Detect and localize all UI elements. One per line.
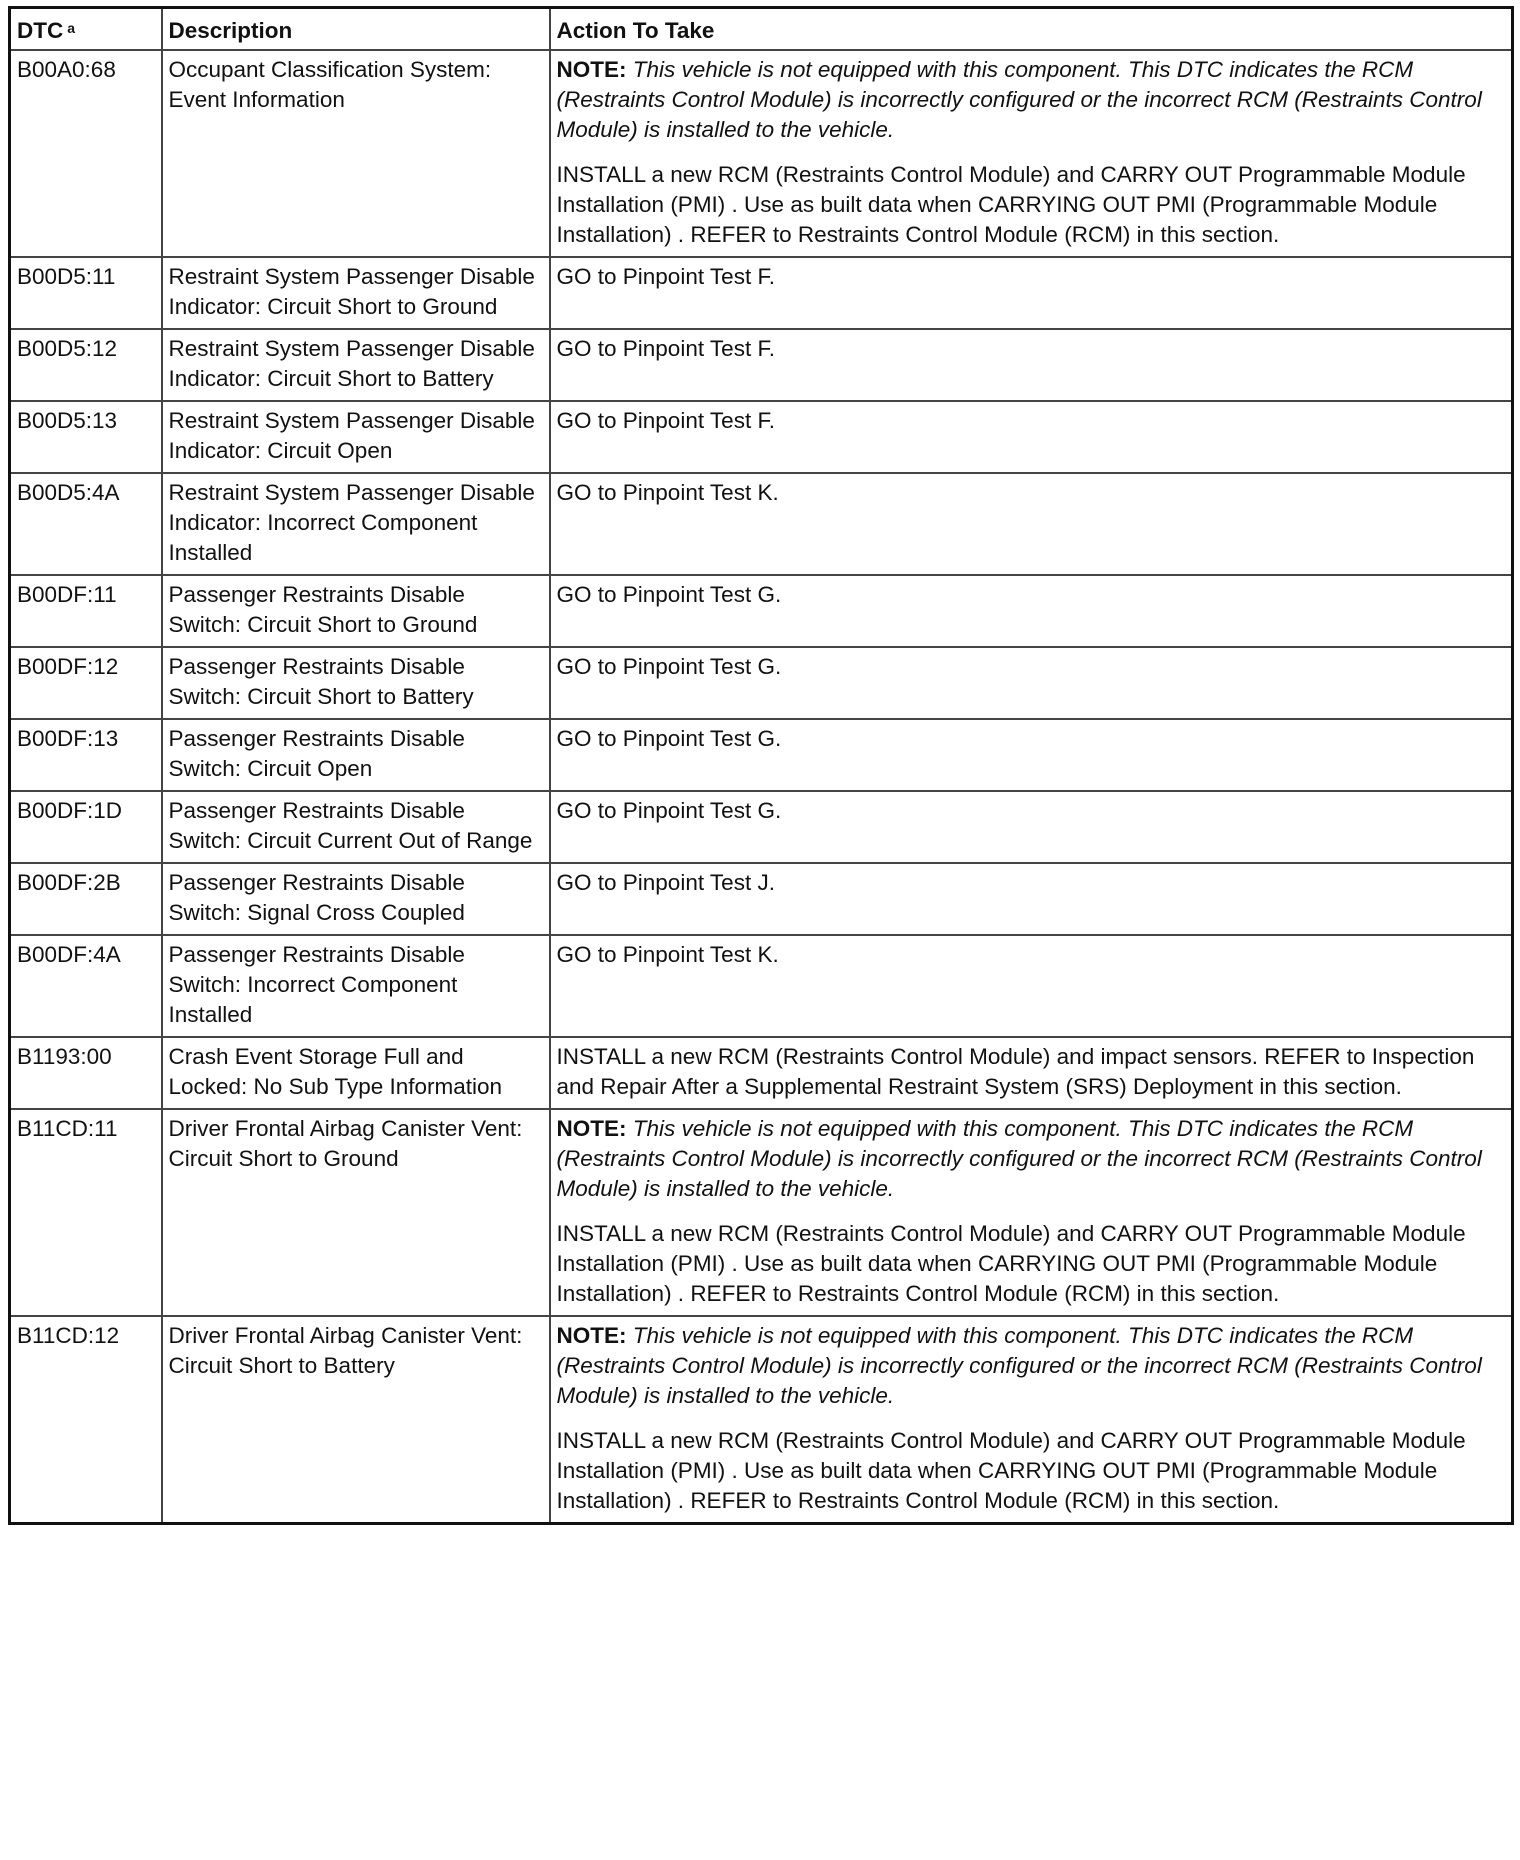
- dtc-code: B00DF:4A: [10, 935, 162, 1037]
- dtc-description: Passenger Restraints Disable Switch: Circuit Short to Ground: [162, 575, 550, 647]
- action-text: INSTALL a new RCM (Restraints Control Module) and impact sensors. REFER to Inspection and Repair After a Supplemental Restraint System (SRS) Deployment in this section.: [556, 1044, 1475, 1099]
- dtc-action: [550, 257, 1513, 329]
- table-row: [10, 1109, 1513, 1316]
- action-text: GO to Pinpoint Test J.: [556, 870, 775, 895]
- dtc-description: Driver Frontal Airbag Canister Vent: Circuit Short to Ground: [162, 1109, 550, 1316]
- dtc-action: [550, 791, 1513, 863]
- action-text: GO to Pinpoint Test F.: [556, 264, 775, 289]
- table-row: [10, 329, 1513, 401]
- table-row: [10, 863, 1513, 935]
- table-row: [10, 791, 1513, 863]
- action-text: GO to Pinpoint Test G.: [556, 654, 782, 679]
- dtc-table: [8, 6, 1514, 1525]
- note-paragraph: [557, 1114, 1506, 1204]
- dtc-action: [550, 329, 1513, 401]
- note-label: NOTE:: [556, 57, 627, 82]
- dtc-action: [550, 1037, 1513, 1109]
- header-description: Description: [162, 8, 550, 51]
- action-text: GO to Pinpoint Test G.: [556, 798, 782, 823]
- dtc-action: [550, 401, 1513, 473]
- dtc-action: [550, 473, 1513, 575]
- dtc-description: Passenger Restraints Disable Switch: Signal Cross Coupled: [162, 863, 550, 935]
- dtc-code: B00A0:68: [10, 50, 162, 257]
- table-row: [10, 50, 1513, 257]
- dtc-description: Driver Frontal Airbag Canister Vent: Circuit Short to Battery: [162, 1316, 550, 1524]
- table-row: [10, 1316, 1513, 1524]
- note-text: This vehicle is not equipped with this component. This DTC indicates the RCM (Restraints Control Module) is incorrectly configured or the incorrect RCM (Restraints Control Module) is installed to the vehicle.: [556, 1116, 1482, 1201]
- dtc-action: [550, 50, 1513, 257]
- action-text: GO to Pinpoint Test G.: [556, 582, 782, 607]
- table-header-row: [10, 8, 1513, 51]
- dtc-code: B00D5:4A: [10, 473, 162, 575]
- document-page: [8, 6, 1511, 1525]
- dtc-code: B00DF:2B: [10, 863, 162, 935]
- dtc-code: B00D5:11: [10, 257, 162, 329]
- dtc-code: B11CD:12: [10, 1316, 162, 1524]
- table-row: [10, 1037, 1513, 1109]
- dtc-code: B00DF:12: [10, 647, 162, 719]
- dtc-code: B00DF:1D: [10, 791, 162, 863]
- dtc-description: Crash Event Storage Full and Locked: No Sub Type Information: [162, 1037, 550, 1109]
- dtc-code: B00D5:12: [10, 329, 162, 401]
- dtc-description: Occupant Classification System: Event Information: [162, 50, 550, 257]
- dtc-description: Passenger Restraints Disable Switch: Incorrect Component Installed: [162, 935, 550, 1037]
- dtc-action: [550, 575, 1513, 647]
- dtc-description: Passenger Restraints Disable Switch: Circuit Current Out of Range: [162, 791, 550, 863]
- action-text: INSTALL a new RCM (Restraints Control Module) and CARRY OUT Programmable Module Installation (PMI) . Use as built data when CARRYING OUT PMI (Programmable Module Installation) . REFER to Restraints Control Module (RCM) in this section.: [556, 162, 1466, 247]
- table-row: [10, 719, 1513, 791]
- dtc-code: B00DF:13: [10, 719, 162, 791]
- header-dtc-footnote-marker: a: [67, 20, 76, 36]
- action-text: INSTALL a new RCM (Restraints Control Module) and CARRY OUT Programmable Module Installation (PMI) . Use as built data when CARRYING OUT PMI (Programmable Module Installation) . REFER to Restraints Control Module (RCM) in this section.: [556, 1221, 1466, 1306]
- dtc-action: [550, 1109, 1513, 1316]
- note-label: NOTE:: [556, 1323, 627, 1348]
- table-body: [10, 50, 1513, 1524]
- dtc-code: B1193:00: [10, 1037, 162, 1109]
- dtc-code: B00DF:11: [10, 575, 162, 647]
- note-text: This vehicle is not equipped with this component. This DTC indicates the RCM (Restraints Control Module) is incorrectly configured or the incorrect RCM (Restraints Control Module) is installed to the vehicle.: [556, 1323, 1482, 1408]
- dtc-description: Restraint System Passenger Disable Indicator: Circuit Open: [162, 401, 550, 473]
- table-row: [10, 401, 1513, 473]
- dtc-description: Passenger Restraints Disable Switch: Circuit Open: [162, 719, 550, 791]
- table-row: [10, 935, 1513, 1037]
- dtc-description: Restraint System Passenger Disable Indicator: Circuit Short to Ground: [162, 257, 550, 329]
- action-text: GO to Pinpoint Test K.: [556, 942, 779, 967]
- header-dtc: [10, 8, 162, 51]
- action-text: GO to Pinpoint Test G.: [556, 726, 782, 751]
- note-paragraph: [557, 55, 1506, 145]
- dtc-action: [550, 935, 1513, 1037]
- action-text: INSTALL a new RCM (Restraints Control Module) and CARRY OUT Programmable Module Installation (PMI) . Use as built data when CARRYING OUT PMI (Programmable Module Installation) . REFER to Restraints Control Module (RCM) in this section.: [556, 1428, 1466, 1513]
- dtc-description: Restraint System Passenger Disable Indicator: Circuit Short to Battery: [162, 329, 550, 401]
- action-text: GO to Pinpoint Test F.: [556, 408, 775, 433]
- dtc-action: [550, 647, 1513, 719]
- dtc-description: Restraint System Passenger Disable Indicator: Incorrect Component Installed: [162, 473, 550, 575]
- header-action: Action To Take: [550, 8, 1513, 51]
- header-dtc-label: DTC: [17, 18, 64, 43]
- table-row: [10, 575, 1513, 647]
- table-row: [10, 647, 1513, 719]
- note-label: NOTE:: [556, 1116, 627, 1141]
- action-text: GO to Pinpoint Test K.: [556, 480, 779, 505]
- note-text: This vehicle is not equipped with this component. This DTC indicates the RCM (Restraints Control Module) is incorrectly configured or the incorrect RCM (Restraints Control Module) is installed to the vehicle.: [556, 57, 1482, 142]
- dtc-action: [550, 1316, 1513, 1524]
- note-paragraph: [557, 1321, 1506, 1411]
- table-row: [10, 257, 1513, 329]
- dtc-action: [550, 719, 1513, 791]
- table-row: [10, 473, 1513, 575]
- dtc-code: B11CD:11: [10, 1109, 162, 1316]
- dtc-code: B00D5:13: [10, 401, 162, 473]
- action-text: GO to Pinpoint Test F.: [556, 336, 775, 361]
- dtc-action: [550, 863, 1513, 935]
- dtc-description: Passenger Restraints Disable Switch: Circuit Short to Battery: [162, 647, 550, 719]
